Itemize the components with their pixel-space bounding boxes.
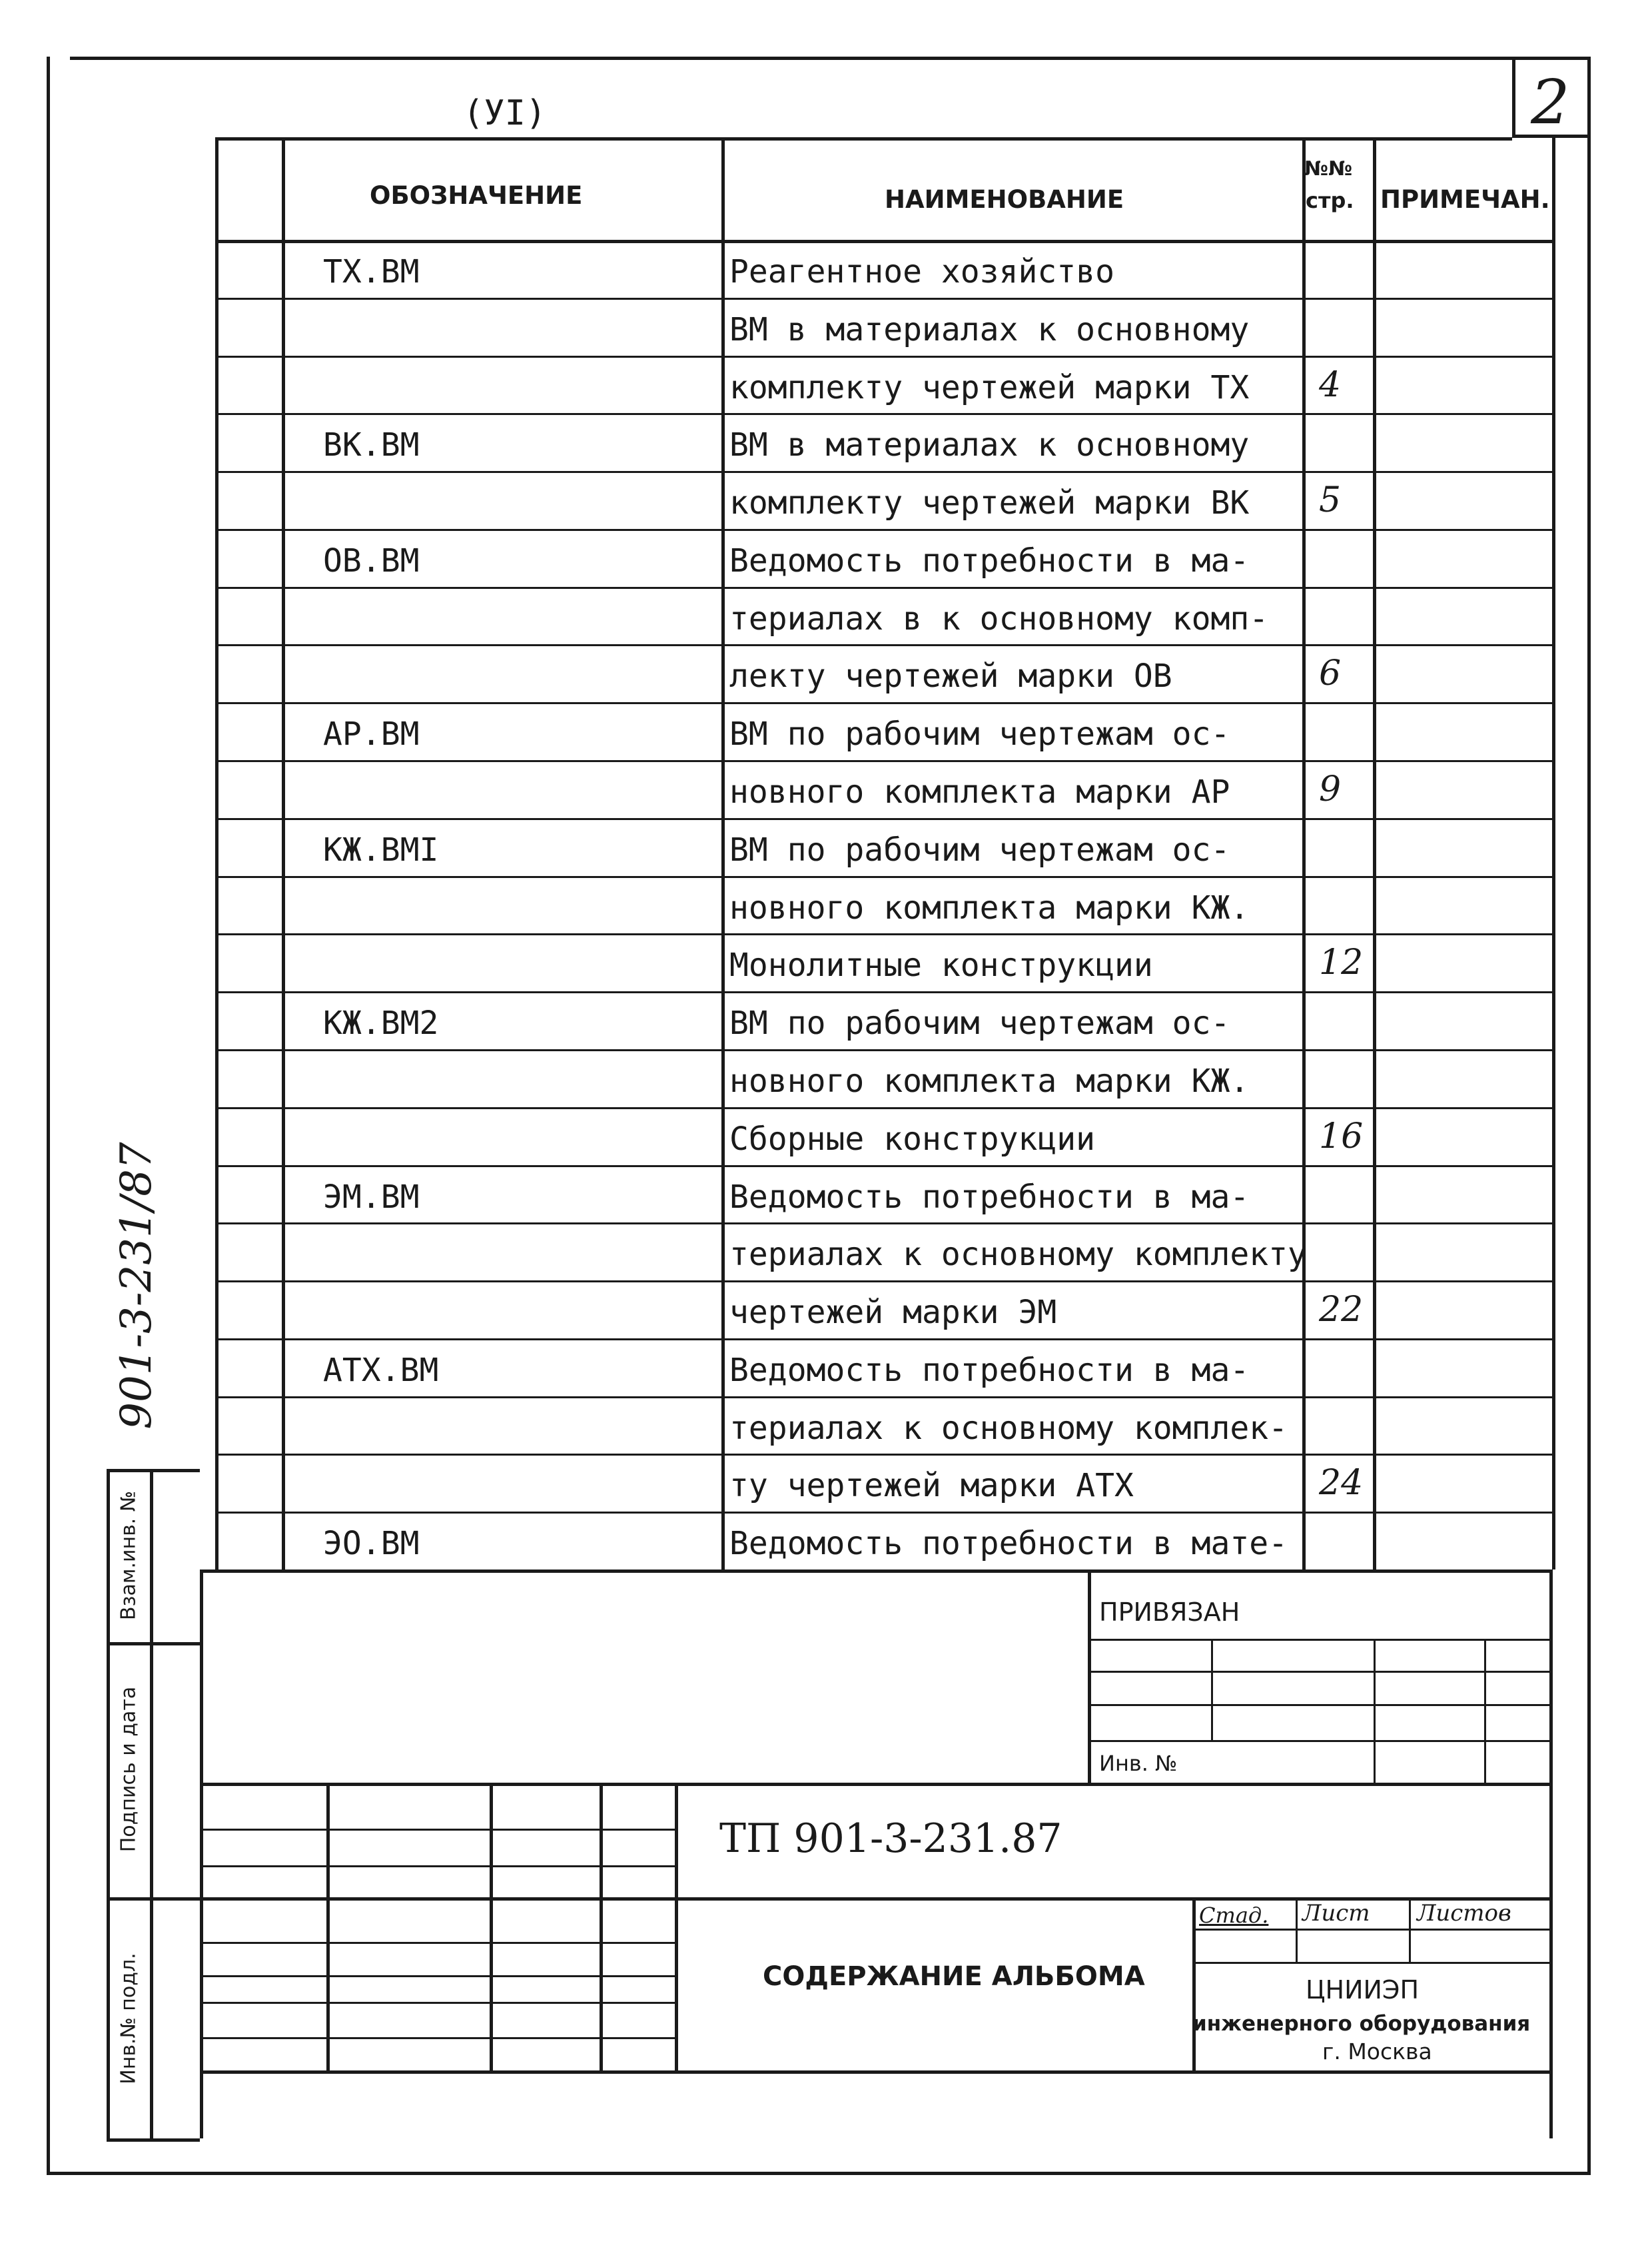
stamp-label-replacement-inv: Взам.инв. № bbox=[117, 1490, 141, 1621]
stage-row-1 bbox=[1192, 1929, 1549, 1931]
vertical-project-code: 901-3-231/87 bbox=[112, 1142, 161, 1430]
stage-row-2 bbox=[1192, 1962, 1549, 1964]
table-row bbox=[0, 1512, 1652, 1570]
table-row bbox=[0, 991, 1652, 1049]
org-name: ЦНИИЭП bbox=[1306, 1975, 1420, 2005]
grid-col-4 bbox=[675, 1783, 678, 2070]
stamp-divider-2 bbox=[107, 1897, 200, 1901]
row-designation: ОВ.ВМ bbox=[323, 542, 420, 580]
attached-bottom bbox=[200, 1783, 1552, 1786]
stamp-column-mid bbox=[150, 1469, 153, 2140]
row-designation: ЭО.ВМ bbox=[323, 1525, 420, 1562]
row-name: чертежей марки ЭМ bbox=[729, 1294, 1057, 1331]
row-name: Ведомость потребности в ма- bbox=[729, 1352, 1250, 1389]
stamp-column-left bbox=[107, 1469, 110, 2140]
sheet-number-box-left bbox=[1512, 59, 1515, 137]
table-row bbox=[0, 1107, 1652, 1165]
row-name: новного комплекта марки КЖ. bbox=[729, 1063, 1250, 1100]
titleblock-top bbox=[200, 1570, 1552, 1573]
table-row bbox=[0, 1396, 1652, 1454]
row-name: ВМ по рабочим чертежам ос- bbox=[729, 1005, 1230, 1042]
table-row bbox=[0, 1454, 1652, 1512]
stamp-divider-1 bbox=[107, 1642, 200, 1645]
header-name: НАИМЕНОВАНИЕ bbox=[885, 185, 1124, 214]
row-page-number: 9 bbox=[1319, 769, 1342, 809]
row-designation: ТХ.ВМ bbox=[323, 253, 420, 290]
row-name: Монолитные конструкции bbox=[729, 947, 1153, 984]
inv-label: Инв. № bbox=[1099, 1751, 1178, 1776]
table-row bbox=[0, 876, 1652, 934]
row-designation: АР.ВМ bbox=[323, 715, 420, 753]
row-designation: КЖ.ВМ2 bbox=[323, 1005, 439, 1042]
stage-col-1 bbox=[1296, 1897, 1298, 1964]
attached-left bbox=[1088, 1570, 1091, 1784]
sheet-border-top bbox=[70, 57, 1590, 60]
row-page-number: 22 bbox=[1319, 1290, 1364, 1330]
row-page-number: 24 bbox=[1319, 1463, 1364, 1503]
row-page-number: 12 bbox=[1319, 943, 1364, 983]
grid-row-5 bbox=[200, 1975, 675, 1977]
table-row bbox=[0, 240, 1652, 298]
sheets-label: Листов bbox=[1417, 1900, 1511, 1927]
project-code: ТП 901-3-231.87 bbox=[719, 1815, 1062, 1862]
sheet-label: Лист bbox=[1302, 1900, 1370, 1927]
stamp-label-signature-date: Подпись и дата bbox=[117, 1686, 141, 1853]
row-name: ВМ в материалах к основному bbox=[729, 426, 1250, 464]
stamp-bottom bbox=[107, 2138, 200, 2142]
header-designation: ОБОЗНАЧЕНИЕ bbox=[370, 181, 583, 210]
attached-row-3 bbox=[1088, 1704, 1549, 1706]
row-name: териалах к основному комплек- bbox=[729, 1410, 1288, 1447]
table-row bbox=[0, 644, 1652, 702]
attached-row-2 bbox=[1088, 1671, 1549, 1673]
table-row bbox=[0, 1222, 1652, 1280]
stage-label: Стад. bbox=[1199, 1903, 1269, 1928]
row-page-number: 4 bbox=[1319, 365, 1342, 405]
section-mark: (УI) bbox=[463, 93, 547, 133]
table-row bbox=[0, 818, 1652, 876]
table-row bbox=[0, 1049, 1652, 1107]
row-name: ВМ по рабочим чертежам ос- bbox=[729, 831, 1230, 869]
row-name: Ведомость потребности в мате- bbox=[729, 1525, 1288, 1562]
table-row bbox=[0, 933, 1652, 991]
attached-col-2 bbox=[1374, 1639, 1376, 1784]
stamp-top bbox=[107, 1469, 200, 1472]
row-designation: АТХ.ВМ bbox=[323, 1352, 439, 1389]
grid-col-3 bbox=[600, 1783, 603, 2070]
table-row bbox=[0, 356, 1652, 414]
row-designation: ЭМ.ВМ bbox=[323, 1178, 420, 1216]
row-page-number: 6 bbox=[1319, 654, 1342, 693]
row-name: Реагентное хозяйство bbox=[729, 253, 1114, 290]
attached-col-1 bbox=[1211, 1639, 1213, 1740]
titleblock-right bbox=[1549, 1570, 1553, 2138]
row-name: лекту чертежей марки ОВ bbox=[729, 658, 1172, 695]
table-row bbox=[0, 298, 1652, 356]
table-row bbox=[0, 1338, 1652, 1396]
row-name: Сборные конструкции bbox=[729, 1121, 1096, 1158]
grid-row-4 bbox=[200, 1942, 675, 1944]
header-page-no-line1: №№ bbox=[1304, 157, 1353, 181]
table-row bbox=[0, 529, 1652, 587]
grid-col-1 bbox=[326, 1783, 330, 2070]
row-designation: КЖ.ВМI bbox=[323, 831, 439, 869]
titleblock-left bbox=[200, 1570, 203, 2138]
grid-row-2 bbox=[200, 1865, 675, 1867]
header-page-no-line2: стр. bbox=[1306, 188, 1354, 213]
row-name: териалах к основному комплекту bbox=[729, 1236, 1307, 1273]
table-row bbox=[0, 413, 1652, 471]
row-name: комплекту чертежей марки ВК bbox=[729, 484, 1250, 522]
attached-row-1 bbox=[1088, 1639, 1549, 1641]
sheet-number: 2 bbox=[1531, 67, 1570, 138]
row-designation: ВК.ВМ bbox=[323, 426, 420, 464]
org-department: инженерного оборудования bbox=[1192, 2012, 1531, 2036]
header-note: ПРИМЕЧАН. bbox=[1380, 185, 1550, 214]
table-row bbox=[0, 587, 1652, 645]
row-name: териалах в к основному комп- bbox=[729, 600, 1269, 638]
row-page-number: 5 bbox=[1319, 480, 1342, 520]
row-name: ВМ по рабочим чертежам ос- bbox=[729, 715, 1230, 753]
grid-row-6 bbox=[200, 2002, 675, 2004]
grid-row-1 bbox=[200, 1829, 675, 1831]
row-name: комплекту чертежей марки ТХ bbox=[729, 369, 1250, 406]
stage-col-left bbox=[1192, 1897, 1196, 2070]
row-page-number: 16 bbox=[1319, 1117, 1364, 1156]
table-row bbox=[0, 702, 1652, 760]
table-row bbox=[0, 471, 1652, 529]
attached-label: ПРИВЯЗАН bbox=[1099, 1597, 1240, 1627]
attached-col-3 bbox=[1484, 1639, 1486, 1784]
table-row bbox=[0, 1165, 1652, 1223]
table-top-border bbox=[215, 137, 1512, 141]
sheet-border-bottom bbox=[47, 2172, 1591, 2175]
attached-row-4 bbox=[1088, 1740, 1549, 1742]
sheet-title: СОДЕРЖАНИЕ АЛЬБОМА bbox=[763, 1961, 1145, 1992]
titleblock-bottom bbox=[200, 2070, 1552, 2074]
row-name: Ведомость потребности в ма- bbox=[729, 542, 1250, 580]
stage-col-2 bbox=[1409, 1897, 1411, 1964]
grid-row-7 bbox=[200, 2037, 675, 2039]
org-city: г. Москва bbox=[1322, 2038, 1432, 2064]
row-name: новного комплекта марки АР bbox=[729, 773, 1230, 811]
row-name: Ведомость потребности в ма- bbox=[729, 1178, 1250, 1216]
row-name: новного комплекта марки КЖ. bbox=[729, 889, 1250, 927]
row-name: ту чертежей марки АТХ bbox=[729, 1467, 1134, 1504]
row-name: ВМ в материалах к основному bbox=[729, 311, 1250, 348]
table-row bbox=[0, 1280, 1652, 1338]
stamp-label-original-inv: Инв.№ подл. bbox=[117, 1953, 141, 2084]
grid-col-2 bbox=[490, 1783, 493, 2070]
table-row bbox=[0, 760, 1652, 818]
